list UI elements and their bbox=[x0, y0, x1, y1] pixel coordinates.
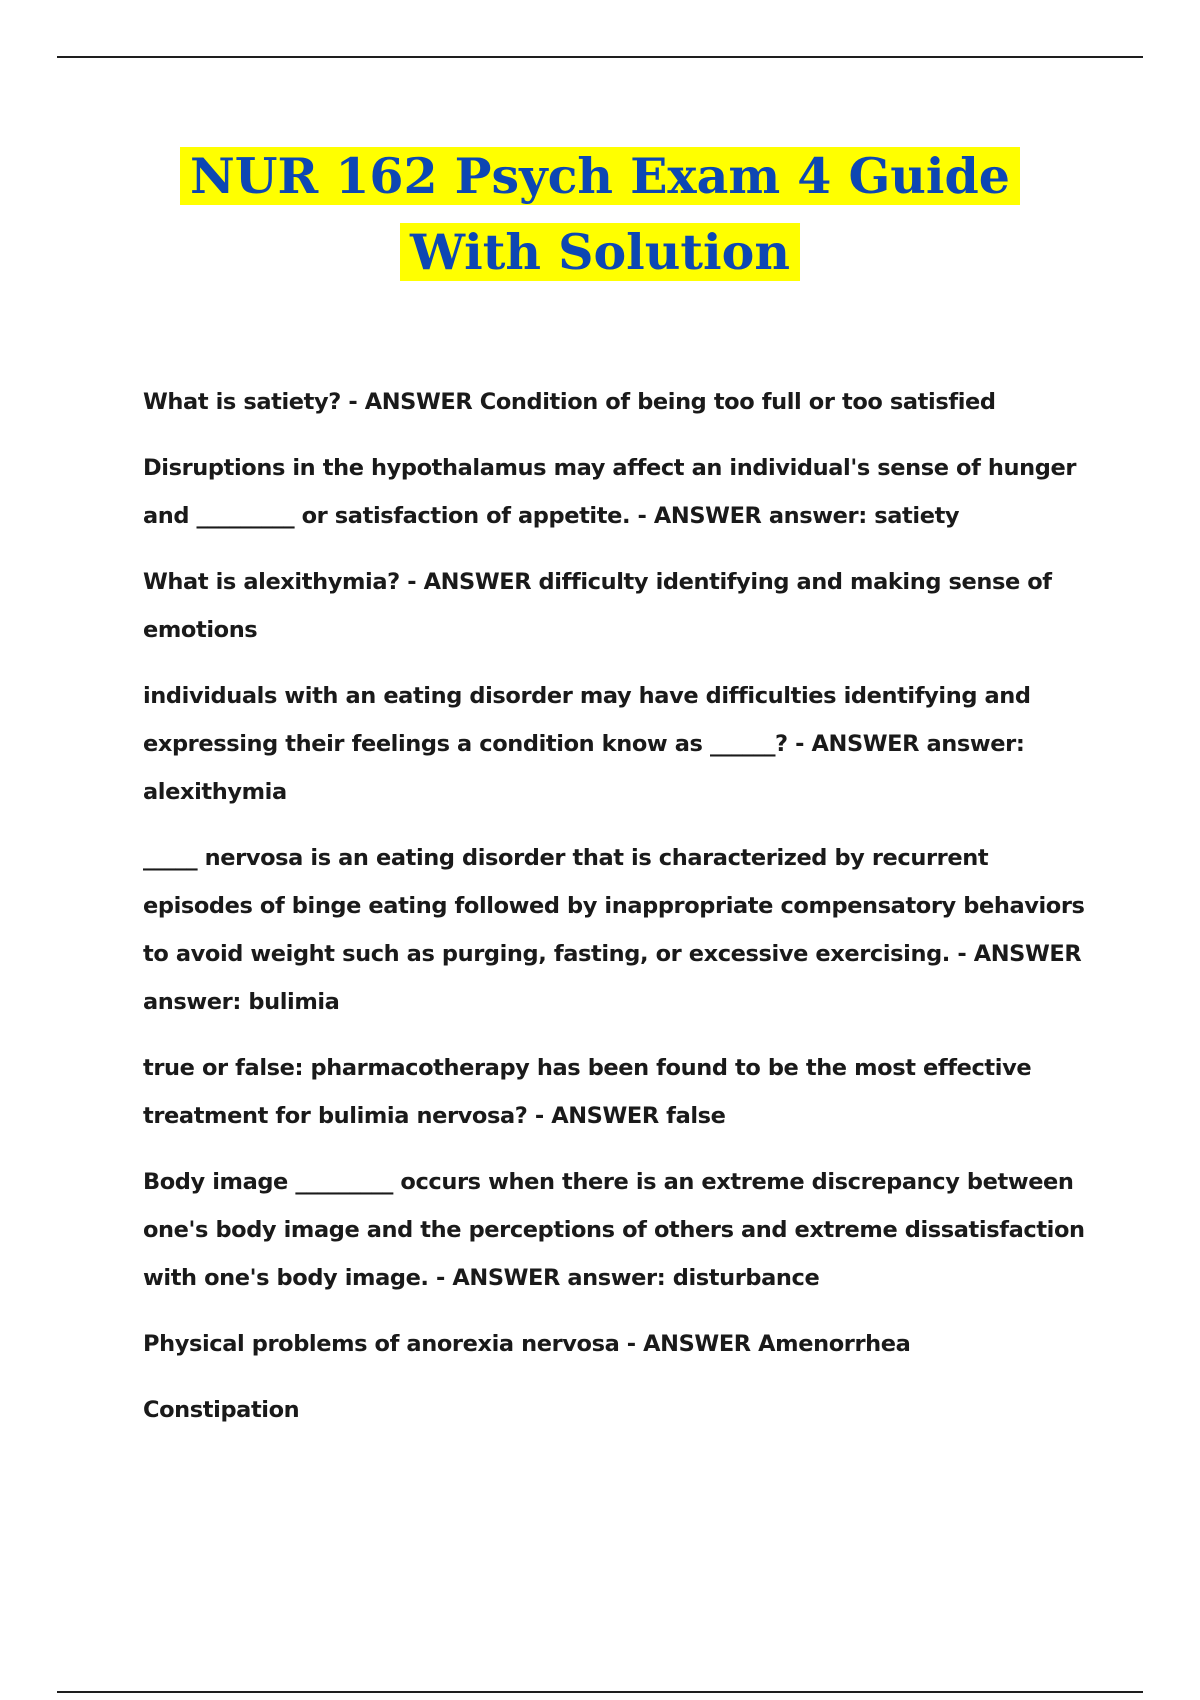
title-line-2: With Solution bbox=[400, 223, 800, 281]
qa-entry-constipation: Constipation bbox=[143, 1397, 300, 1423]
page-title bbox=[0, 138, 1200, 290]
top-divider bbox=[57, 56, 1143, 58]
qa-entry-alexithymia: What is alexithymia? - ANSWER difficulty identifying and making sense of emotions bbox=[143, 569, 1052, 643]
qa-entry-anorexia-problems: Physical problems of anorexia nervosa - ANSWER Amenorrhea bbox=[143, 1331, 911, 1357]
bottom-divider bbox=[57, 1691, 1143, 1693]
title-line-1: NUR 162 Psych Exam 4 Guide bbox=[180, 147, 1020, 205]
qa-entry-feelings: individuals with an eating disorder may have difficulties identifying and expressing their feelings a condition know as ______? - ANSWER answer: alexithymia bbox=[143, 683, 1031, 805]
qa-entry-satiety: What is satiety? - ANSWER Condition of being too full or too satisfied bbox=[143, 389, 996, 415]
qa-entry-pharmacotherapy: true or false: pharmacotherapy has been found to be the most effective treatment for bulimia nervosa? - ANSWER false bbox=[143, 1055, 1032, 1129]
qa-list bbox=[143, 378, 1093, 1452]
qa-entry-hypothalamus: Disruptions in the hypothalamus may affect an individual's sense of hunger and _________ or satisfaction of appetite. - ANSWER answer: satiety bbox=[143, 455, 1077, 529]
qa-entry-bulimia: _____ nervosa is an eating disorder that is characterized by recurrent episodes of binge eating followed by inappropriate compensatory behaviors to avoid weight such as purging, fasting, or excessive exercising. - ANSWER answer: bulimia bbox=[143, 845, 1085, 1015]
qa-entry-body-image: Body image _________ occurs when there is an extreme discrepancy between one's body image and the perceptions of others and extreme dissatisfaction with one's body image. - ANSWER answer: disturbance bbox=[143, 1169, 1085, 1291]
